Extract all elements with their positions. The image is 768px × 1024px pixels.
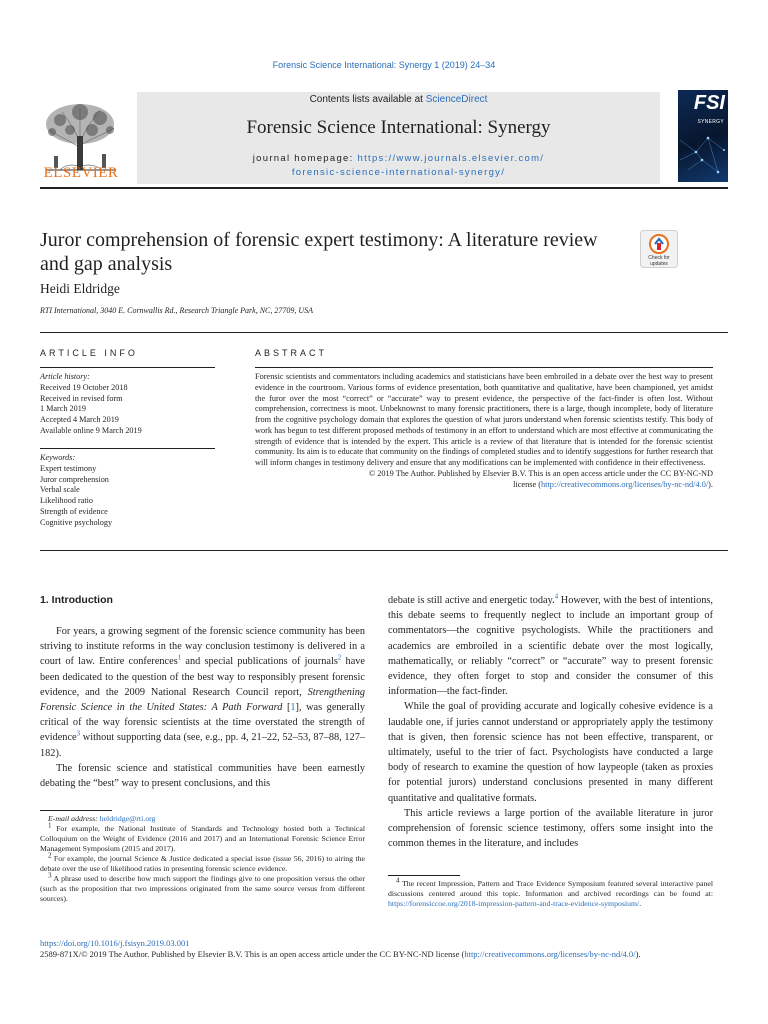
symposium-link[interactable]: https://forensiccoe.org/2018-impression-pattern-and-trace-evidence-symposium/ bbox=[388, 899, 640, 908]
citation-ref-1[interactable]: 1 bbox=[290, 702, 296, 714]
title-rule bbox=[40, 332, 728, 333]
history-item: 1 March 2019 bbox=[40, 404, 86, 414]
journal-citation[interactable]: Forensic Science International: Synergy 1 (2019) 24–34 bbox=[272, 60, 496, 70]
footer-license-link[interactable]: http://creativecommons.org/licenses/by-nc-nd/4.0/ bbox=[464, 949, 636, 959]
journal-banner bbox=[137, 92, 660, 184]
paragraph: While the goal of providing accurate and logically cohesive evidence is a laudable one, if juries cannot understand or appropriately apply the testimony that is given, then forensic science has not been effective, transparent, or ultimately, useful to the trier of fact. Psychologists have conducted a large body of research to examine the question of how laypeople (taken as proxies for potential jurors) understand conclusions presented in many different quantitative and qualitative formats. bbox=[388, 701, 713, 804]
keyword-item: Verbal scale bbox=[40, 485, 80, 495]
history-item: Available online 9 March 2019 bbox=[40, 425, 142, 435]
article-info-heading: ARTICLE INFO bbox=[40, 348, 138, 358]
license-link[interactable]: http://creativecommons.org/licenses/by-nc-nd/4.0/ bbox=[541, 479, 709, 489]
abstract-text: Forensic scientists and commentators including academics and statisticians have been embroiled in a debate over the best way to present evidence in the courtroom. Various forms of evidence presentation, both quantitative and qualitative, have been championed, yet amidst the furor over the most “correct” or “accurate” way to present evidence, the perspective of the fact-finder is often lost. Without comprehension, correctness is moot. Unbeknownst to many forensic practitioners, there is a large, though incomplete, body of literature from the cognitive psychology domain that explores the question of what jurors understand when forensic scientists testify. This body of work has begun to test different proposed methods of testimony in an effort to understand which are most effective at communicating the strength of evidence that is intended by the expert. This article is a review of that literature that is intended for the forensic scientist community. Its aim is to educate that community on the findings of completed studies and to identify suggestions for further research that will inform changes in testimony delivery and ensure that any modifications can be implemented with confidence in their effectiveness. bbox=[255, 372, 713, 467]
footnote-ref-1[interactable]: 1 bbox=[177, 653, 182, 662]
footnote-number: 4 bbox=[396, 876, 400, 885]
contents-prefix: Contents lists available at bbox=[309, 94, 426, 105]
footnote-ref-2[interactable]: 2 bbox=[337, 653, 342, 662]
keyword-item: Cognitive psychology bbox=[40, 517, 113, 527]
footnote-ref-3[interactable]: 3 bbox=[76, 730, 81, 738]
text-run: and special publications of journals bbox=[181, 656, 338, 668]
article-title: Juror comprehension of forensic expert testimony: A literature review and gap analysis bbox=[40, 229, 598, 275]
text-run: [ bbox=[282, 702, 291, 714]
text-run: without supporting data (see, e.g., pp. 4, 21–22, 52–53, 87–88, 127–182). bbox=[40, 732, 365, 759]
paragraph bbox=[40, 624, 365, 761]
abstract-rule bbox=[255, 367, 713, 368]
homepage-url-2[interactable]: forensic-science-international-synergy/ bbox=[291, 167, 506, 178]
footnote-1 bbox=[40, 821, 366, 854]
footer-license bbox=[40, 949, 641, 960]
footnote-2 bbox=[40, 851, 366, 874]
paragraph: This article reviews a large portion of the available literature in juror comprehension of forensic science testimony, offers some insight into the common themes in the literature, and includes bbox=[388, 807, 713, 850]
report-title: Strengthening Forensic Science in the United States: A Path Forward bbox=[40, 686, 365, 714]
homepage-url-1[interactable]: https://www.journals.elsevier.com/ bbox=[357, 153, 545, 164]
abstract-heading: ABSTRACT bbox=[255, 348, 328, 358]
abstract-body bbox=[255, 372, 713, 490]
keywords bbox=[40, 453, 215, 529]
footer-license-text: 2589-871X/© 2019 The Author. Published by Elsevier B.V. This is an open access article under the CC BY-NC-ND license ( bbox=[40, 949, 465, 959]
footnotes-left bbox=[40, 814, 365, 904]
text-run: For years, a growing segment of the forensic science community has been striving to institute reforms in the way conclusion testimony is delivered in a court of law. Entire conferences bbox=[40, 626, 365, 668]
keywords-label: Keywords: bbox=[40, 453, 76, 462]
check-for-updates-badge[interactable] bbox=[640, 230, 678, 268]
keyword-item: Likelihood ratio bbox=[40, 496, 93, 506]
abstract-bottom-rule bbox=[40, 550, 728, 551]
footnote-ref-4[interactable]: 4 bbox=[554, 592, 559, 601]
footnote-rule-left bbox=[40, 810, 112, 811]
footnotes-right bbox=[388, 876, 713, 909]
body-right-column bbox=[388, 593, 713, 851]
paragraph: The forensic science and statistical communities have been earnestly debating the “best” way to present conclusions, and this bbox=[40, 762, 365, 790]
history-label: Article history: bbox=[40, 372, 90, 381]
footnote-number: 1 bbox=[48, 821, 52, 830]
keyword-item: Expert testimony bbox=[40, 463, 97, 473]
license-suffix: ). bbox=[708, 479, 713, 489]
badge-label: Check for updates bbox=[648, 255, 670, 267]
section-heading-introduction: 1. Introduction bbox=[40, 594, 113, 606]
footnote-text: A phrase used to describe how much support the findings give to one proposition versus the other (such as the proposition that two impressions originated from the same source versus from different sources). bbox=[40, 874, 365, 903]
journal-homepage bbox=[137, 152, 660, 180]
author-affiliation: RTI International, 3040 E. Cornwallis Rd., Research Triangle Park, NC, 27709, USA bbox=[40, 306, 314, 315]
body-left-column bbox=[40, 624, 365, 791]
footnote-text: For example, the journal Science & Justice dedicated a special issue (issue 56, 2016) to airing the debate over the use of likelihood ratios in presenting forensic science evidence. bbox=[40, 854, 366, 873]
homepage-label: journal homepage: bbox=[252, 153, 358, 164]
history-item: Received in revised form bbox=[40, 393, 123, 403]
text-run: ], was generally critical of the way forensic scientists at the time overstated the strength of evidence bbox=[40, 702, 365, 744]
email-label: E-mail address: bbox=[48, 814, 100, 823]
cover-title: FSI bbox=[693, 92, 725, 114]
publisher-wordmark: ELSEVIER bbox=[43, 165, 119, 181]
keyword-item: Strength of evidence bbox=[40, 506, 108, 516]
paragraph bbox=[388, 593, 713, 699]
email-footnote bbox=[40, 814, 365, 824]
footnote-text: For example, the National Institute of Standards and Technology hosted both a Technical Colloquium on the Weight of Evidence (2016 and 2017) and an International Forensic Science Error Management Symposium (2015 and 2017). bbox=[40, 824, 366, 853]
footnote-text: . bbox=[639, 899, 642, 908]
license-prefix: license ( bbox=[513, 479, 542, 489]
history-item: Received 19 October 2018 bbox=[40, 382, 128, 392]
footnote-number: 2 bbox=[48, 851, 52, 860]
journal-cover-thumbnail[interactable] bbox=[678, 90, 728, 182]
page-footer bbox=[40, 938, 641, 960]
footnote-number: 3 bbox=[48, 871, 52, 880]
keyword-item: Juror comprehension bbox=[40, 474, 109, 484]
copyright-text: © 2019 The Author. Published by Elsevier B.V. This is an open access article under the CC BY-NC-ND bbox=[368, 468, 713, 478]
text-run: debate is still active and energetic today. bbox=[388, 595, 555, 606]
sciencedirect-link[interactable]: ScienceDirect bbox=[425, 94, 488, 105]
doi-link[interactable]: https://doi.org/10.1016/j.fsisyn.2019.03.001 bbox=[40, 938, 190, 948]
footer-license-end: ). bbox=[635, 949, 641, 959]
footnote-text: The recent Impression, Pattern and Trace Evidence Symposium featured several interactive panel discussions centered around this topic. Information and archived recordings can be found at: bbox=[388, 879, 713, 898]
contents-line bbox=[137, 94, 660, 105]
footnote-3 bbox=[40, 871, 365, 904]
abstract-copyright bbox=[255, 469, 713, 491]
masthead bbox=[40, 92, 728, 188]
cover-subtitle: SYNERGY bbox=[697, 119, 724, 125]
history-item: Accepted 4 March 2019 bbox=[40, 415, 119, 425]
author-email-link[interactable]: heldridge@rti.org bbox=[99, 814, 156, 823]
text-run: have been dedicated to the question of the best way to responsibly present forensic evidence, and the 2009 National Research Council report, bbox=[40, 656, 365, 698]
author-name[interactable]: Heidi Eldridge bbox=[40, 281, 120, 296]
article-history bbox=[40, 372, 215, 437]
journal-title: Forensic Science International: Synergy bbox=[246, 117, 551, 138]
article-info-rule-top bbox=[40, 367, 215, 368]
article-info-rule-mid bbox=[40, 448, 215, 449]
footnote-4 bbox=[388, 876, 713, 909]
masthead-rule bbox=[40, 187, 728, 189]
text-run: However, with the best of intentions, this debate seems to frequently neglect to include an important group of commentators—the cognitive psychologists. While the practitioners and academics are embroiled in a scientific debate over the most logically, mathematically, or reliably “correct” or “accurate” way to present forensic evidence, they often forget to stop and consider the consumer of this information—the fact-finder. bbox=[388, 595, 713, 698]
